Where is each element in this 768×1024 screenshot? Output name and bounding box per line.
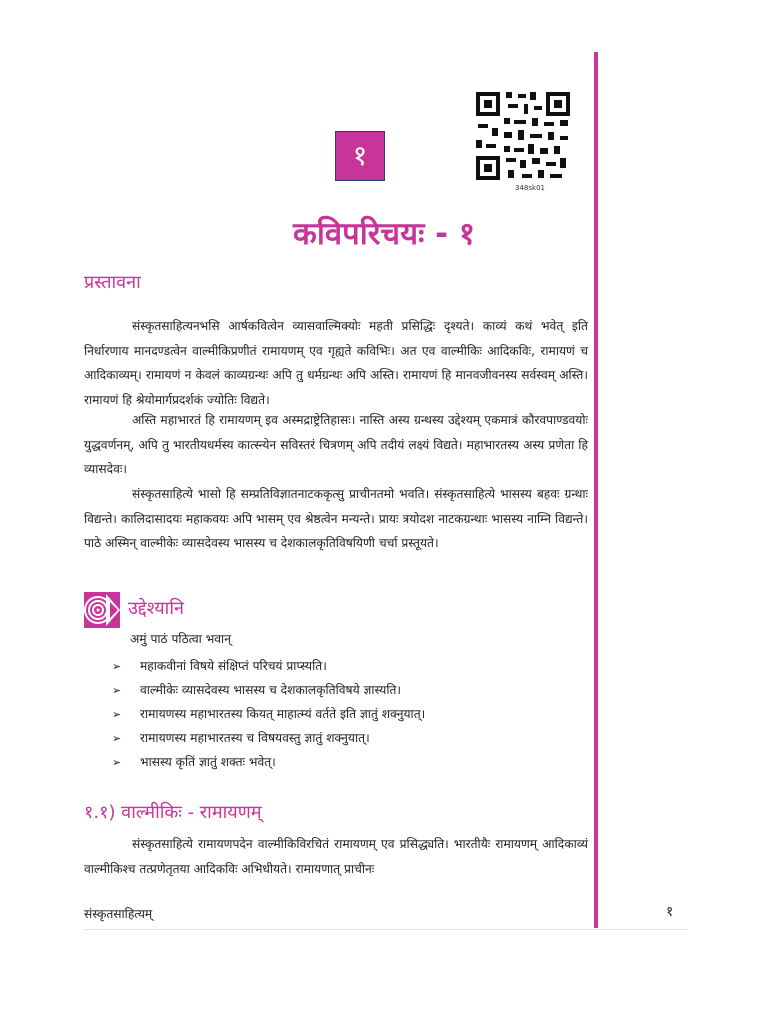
list-item xyxy=(112,750,425,774)
chapter-number-badge: १ xyxy=(335,131,385,181)
intro-paragraph: अस्ति महाभारतं हि रामायणम् इव अस्मद्राष्ट्रेतिहासः। नास्ति अस्य ग्रन्थस्य उद्देश्यम् एकमात्रं कौरवपाण्डवयोः युद्धवर्णनम्, अपि तु भारतीयधर्मस्य कात्स्न्येन सविस्तरं चित्रणम् अपि तदीयं लक्ष्यं विद्यते। महाभारतस्य अस्य प्रणेता हि व्यासदेवः। xyxy=(84,413,588,476)
section-paragraph: संस्कृतसाहित्ये रामायणपदेन वाल्मीकिविरचितं रामायणम् एव प्रसिद्ध्यति। भारतीयैः रामायणम् आदिकाव्यं वाल्मीकिश्च तत्प्रणेतृतया आदिकविः अभिधीयते। रामायणात् प्राचीनः xyxy=(84,837,588,876)
objective-text: वाल्मीकेः व्यासदेवस्य भासस्य च देशकालकृतिविषये ज्ञास्यति। xyxy=(140,683,402,697)
qr-code-icon xyxy=(474,90,572,182)
footer-page-number: १ xyxy=(666,904,674,920)
qr-code-label: 348sk01 xyxy=(515,184,545,192)
magenta-side-rule xyxy=(594,52,598,928)
objectives-target-icon xyxy=(84,592,120,628)
arrow-bullet-icon: ➢ xyxy=(112,684,122,697)
intro-paragraph: संस्कृतसाहित्ये भासो हि सम्प्रतिविज्ञातनाटककृत्सु प्राचीनतमो भवति। संस्कृतसाहित्ये भासस्य बहवः ग्रन्थाः विद्यन्ते। कालिदासादयः महाकवयः अपि भासम् एव श्रेष्ठत्वेन मन्यन्ते। प्रायः त्रयोदश नाटकग्रन्थाः भासस्य नाम्नि विद्यन्ते। पाठे अस्मिन् वाल्मीकेः व्यासदेवस्य भासस्य च देशकालकृतिविषयिणी चर्चा प्रस्तूयते। xyxy=(84,487,588,550)
arrow-bullet-icon: ➢ xyxy=(112,660,122,673)
list-item xyxy=(112,702,425,726)
arrow-bullet-icon: ➢ xyxy=(112,732,122,745)
list-item xyxy=(112,654,425,678)
objectives-heading: उद्देश्यानि xyxy=(128,598,184,619)
objectives-intro: अमुं पाठं पठित्वा भवान् xyxy=(130,632,231,646)
intro-heading: प्रस्तावना xyxy=(84,272,141,293)
objectives-list xyxy=(112,654,425,774)
chapter-title: कविपरिचयः - १ xyxy=(293,216,475,252)
list-item xyxy=(112,678,425,702)
footer-divider xyxy=(84,929,688,930)
list-item xyxy=(112,726,425,750)
intro-paragraph: संस्कृतसाहित्यनभसि आर्षकवित्वेन व्यासवाल्मिक्योः महती प्रसिद्धिः दृश्यते। काव्यं कथं भवेत् इति निर्धारणाय मानदण्डत्वेन वाल्मीकिप्रणीतं रामायणम् एव गृह्यते कविभिः। अत एव वाल्मीकिः आदिकविः, रामायणं च आदिकाव्यम्। रामायणं न केवलं काव्यग्रन्थः अपि तु धर्मग्रन्थः अपि अस्ति। रामायणं हि मानवजीवनस्य सर्वस्वम् अस्ति। रामायणं हि श्रेयोमार्गप्रदर्शकं ज्योतिः विद्यते। xyxy=(84,319,588,407)
objective-text: रामायणस्य महाभारतस्य कियत् माहात्म्यं वर्तते इति ज्ञातुं शक्नुयात्। xyxy=(140,707,426,721)
arrow-bullet-icon: ➢ xyxy=(112,756,122,769)
arrow-bullet-icon: ➢ xyxy=(112,708,122,721)
objective-text: रामायणस्य महाभारतस्य च विषयवस्तु ज्ञातुं शक्नुयात्। xyxy=(140,731,370,745)
objective-text: महाकवीनां विषये संक्षिप्तं परिचयं प्राप्स्यति। xyxy=(140,659,327,673)
objective-text: भासस्य कृतिं ज्ञातुं शक्तः भवेत्। xyxy=(140,755,276,769)
section-heading: १.१) वाल्मीकिः - रामायणम् xyxy=(84,802,262,823)
footer-book-title: संस्कृतसाहित्यम् xyxy=(84,907,153,921)
